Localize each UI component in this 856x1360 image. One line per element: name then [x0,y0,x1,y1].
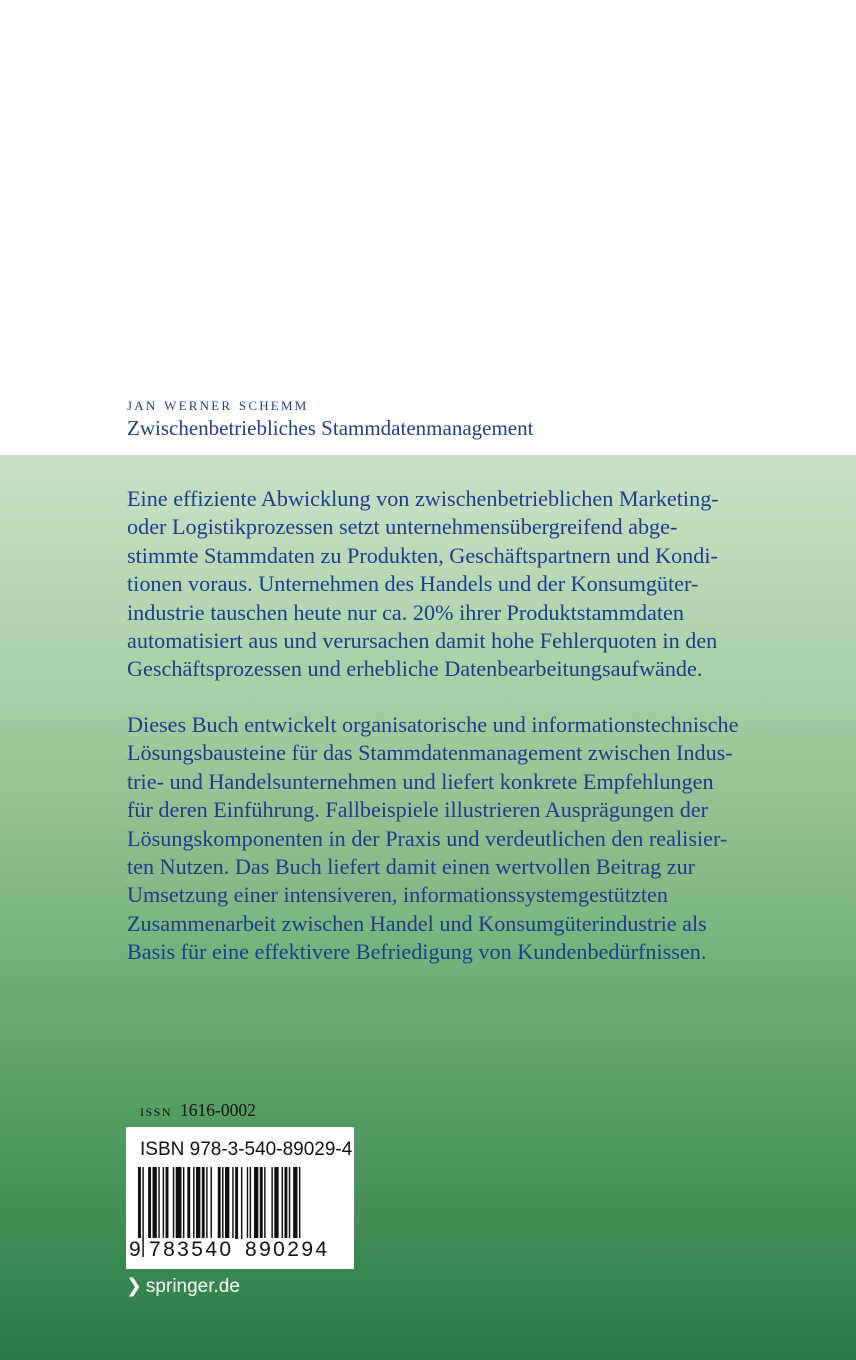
blurb-line: Dieses Buch entwickelt organisatorische und informationstechnische [127,712,739,737]
barcode-bar [293,1167,297,1239]
barcode-bar [183,1167,184,1239]
barcode-digits-right: 890294 [245,1238,330,1261]
blurb-paragraph-2 [127,711,767,967]
barcode-bar [225,1167,229,1239]
publisher-link[interactable] [126,1275,240,1298]
barcode-bar [193,1167,194,1239]
barcode-digits-left: 783540 [149,1238,234,1261]
barcode-bar [187,1167,190,1239]
issn-value: 1616-0002 [180,1100,256,1120]
blurb-line: Zusammenarbeit zwischen Handel und Konsumgüterindustrie als [127,910,707,936]
barcode-bar [284,1167,287,1239]
issn-line [140,1100,256,1121]
barcode-bar [148,1167,151,1239]
blurb-line: Basis für eine effektivere Befriedigung von Kundenbedürfnissen. [127,939,707,965]
barcode-bar [163,1167,164,1239]
cover-top-area [0,0,856,455]
blurb-paragraph-1 [127,485,767,684]
barcode-bar [153,1167,157,1239]
barcode-bar [247,1167,248,1239]
barcode-bar [235,1167,238,1239]
barcode-bar [232,1167,233,1239]
barcode-bar [206,1167,207,1239]
barcode-digits [129,1238,346,1264]
barcode-bar [211,1167,212,1239]
book-title: Zwischenbetriebliches Stammdatenmanagement [127,416,534,440]
barcode-bar [202,1167,205,1239]
barcode-bar [282,1167,283,1239]
blurb-line: Lösungskomponenten in der Praxis und verdeutlichen den realisier- [127,825,728,851]
author-name: jan werner schemm [127,394,309,414]
publisher-url: springer.de [145,1276,240,1297]
blurb-line: für deren Einführung. Fallbeispiele illustrieren Ausprägungen der [127,797,709,823]
issn-label: issn [140,1100,173,1120]
chevron-right-icon: ❯ [126,1276,142,1297]
blurb-line: stimmte Stammdaten zu Produkten, Geschäftspartnern und Kondi- [127,542,718,568]
blurb-line: Umsetzung einer intensiveren, informationssystemgestützten [127,882,668,908]
blurb-line: Eine effiziente Abwicklung von zwischenbetrieblichen Marketing- [127,486,719,511]
barcode-bar [260,1167,263,1239]
isbn-text: ISBN 978-3-540-89029-4 [140,1139,353,1160]
blurb-line: Geschäftsprozessen und erhebliche Datenbearbeitungsaufwände. [127,656,703,682]
barcode-box [126,1127,354,1269]
blurb-line: industrie tauschen heute nur ca. 20% ihrer Produktstammdaten [127,599,684,625]
blurb-line: oder Logistikprozessen setzt unternehmensübergreifend abge- [127,514,678,540]
barcode-digit-first: 9 [129,1238,141,1261]
barcode-bar [264,1167,265,1239]
blurb-line: tionen voraus. Unternehmen des Handels und der Konsumgüter- [127,571,699,597]
blurb-line: ten Nutzen. Das Buch liefert damit einen wertvollen Beitrag zur [127,854,696,880]
barcode-bar [176,1167,182,1239]
barcode-bar [274,1167,278,1239]
barcode-bar [173,1167,174,1239]
barcode-bar [241,1167,242,1239]
barcode-bar [166,1167,169,1239]
blurb-line: trie- und Handelsunternehmen und liefert konkrete Empfehlungen [127,768,714,794]
blurb-line: automatisiert aus und verursachen damit hohe Fehlerquoten in den [127,628,718,654]
barcode-bar [289,1167,290,1239]
blurb-line: Lösungsbausteine für das Stammdatenmanagement zwischen Indus- [127,740,733,766]
barcode-bar [158,1167,159,1239]
barcode-bar [254,1167,258,1239]
barcode-bar [196,1167,200,1239]
barcode-bar [250,1167,251,1239]
barcode-bar [271,1167,272,1239]
